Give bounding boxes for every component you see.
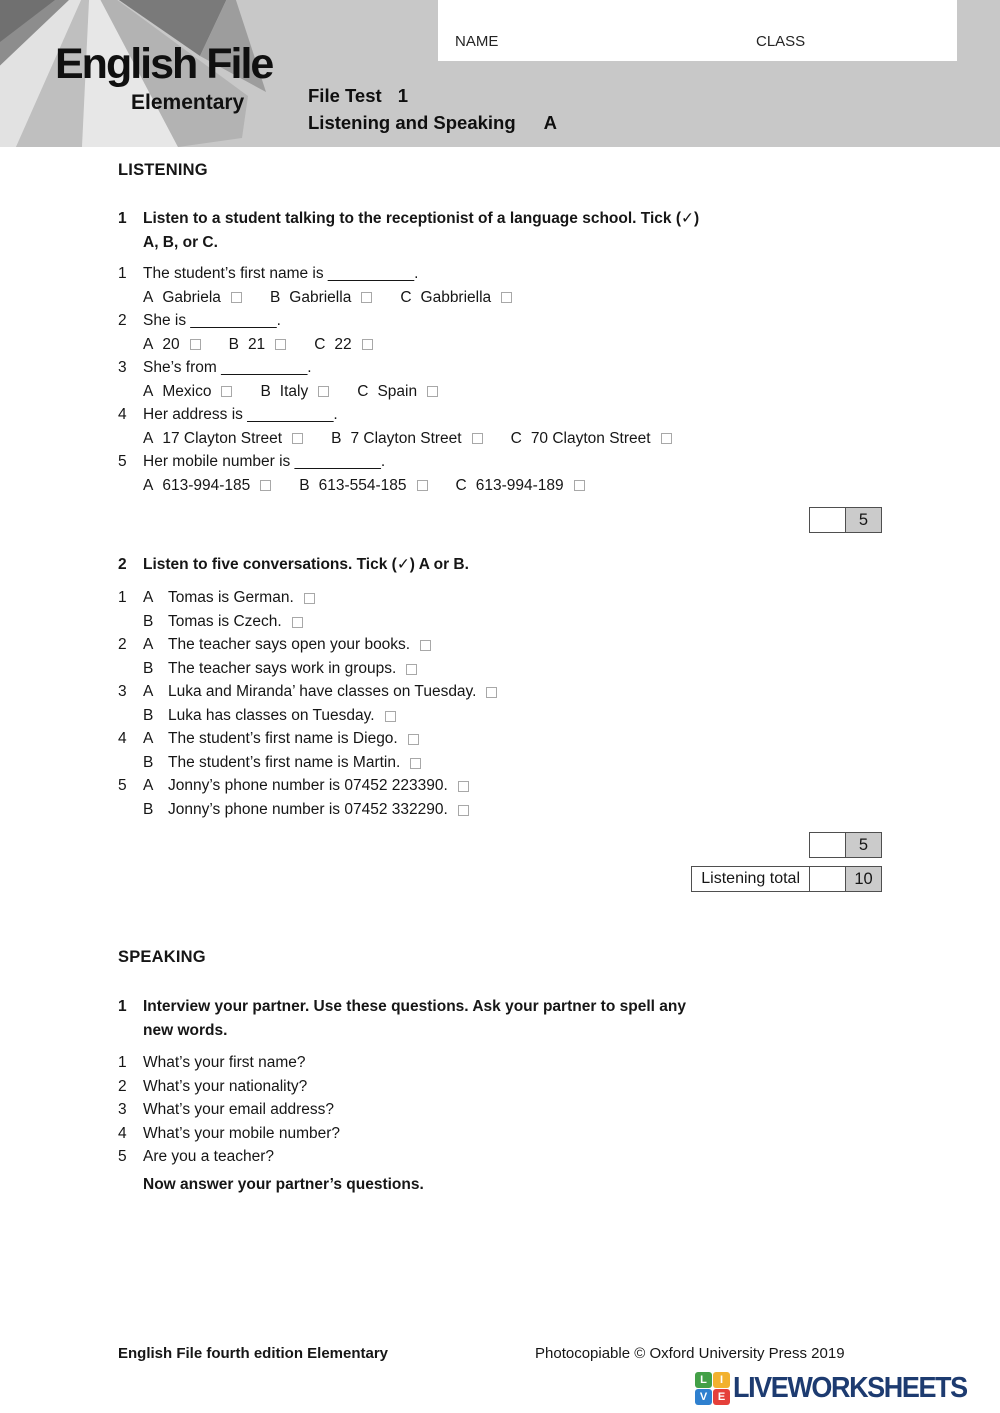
answer-option [270,286,372,310]
name-class-box[interactable] [438,0,957,61]
answer-checkbox[interactable] [318,386,329,397]
item-number: 4 [118,730,127,747]
option-letter: A [143,476,154,494]
tile-V: V [695,1389,712,1405]
question-text: Are you a teacher? [143,1148,274,1165]
option-letter: B [143,659,154,677]
answer-checkbox[interactable] [406,664,417,675]
option-letter: A [143,589,154,606]
answer-option [299,474,427,498]
answer-checkbox[interactable] [385,711,396,722]
speaking-question [118,1122,890,1146]
answer-option [143,474,271,498]
exercise-number: 1 [118,210,127,227]
listening-ex1-item [118,309,890,356]
total-input-cell[interactable] [809,866,846,892]
option-letter: A [143,429,154,447]
option-letter: B [260,382,271,400]
instruction-text [143,207,699,255]
exercise-number: 1 [118,998,127,1015]
answer-checkbox[interactable] [661,433,672,444]
option-text: Spain [377,382,418,400]
option-text: Gabbriella [420,288,492,306]
listening-ex1-item [118,450,890,497]
answer-checkbox[interactable] [574,480,585,491]
option-letter: B [228,335,239,353]
tile-L: L [695,1372,712,1388]
answer-checkbox[interactable] [361,292,372,303]
answer-checkbox[interactable] [408,734,419,745]
speaking-question [118,1098,890,1122]
speaking-ex1-instruction [118,995,890,1043]
option-text: Jonny’s phone number is 07452 332290. [168,800,448,818]
item-number: 4 [118,1124,127,1142]
item-number: 1 [118,589,127,606]
option-letter: B [299,476,310,494]
total-max-cell: 10 [845,866,882,892]
item-number: 3 [118,683,127,700]
item-number: 2 [118,312,127,329]
listening-ex2-item [118,774,890,821]
tile-I: I [713,1372,730,1388]
item-number: 5 [118,453,127,470]
listening-ex1-instruction [118,207,890,255]
question-text: What’s your mobile number? [143,1124,340,1142]
test-number: 1 [397,85,408,106]
score-input-cell[interactable] [809,507,846,533]
listening-ex2-item [118,586,890,633]
logo-title: English File [55,40,273,88]
item-number: 1 [118,265,127,282]
option-text: Gabriella [289,288,352,306]
answer-checkbox[interactable] [275,339,286,350]
logo-subtitle: Elementary [131,91,245,114]
answer-checkbox[interactable] [260,480,271,491]
name-label: NAME [455,33,499,50]
option-letter: A [143,730,154,747]
option-letter: A [143,382,154,400]
option-text: 613-994-189 [475,476,564,494]
class-label: CLASS [756,33,806,50]
instruction-line2: new words. [143,1022,228,1039]
question-text: What’s your nationality? [143,1077,308,1095]
option-text: Luka has classes on Tuesday. [168,706,375,724]
option-letter: B [143,800,154,818]
instruction-line2: A, B, or C. [143,234,218,251]
answer-option [331,427,483,451]
answer-checkbox[interactable] [362,339,373,350]
option-letter: B [269,288,281,306]
option-text: 21 [247,335,266,353]
answer-checkbox[interactable] [221,386,232,397]
answer-option [314,333,372,357]
listening-total-row [118,866,882,892]
answer-checkbox[interactable] [417,480,428,491]
score-box-ex2 [118,832,882,858]
option-text: 613-994-185 [162,476,251,494]
liveworksheets-logo [695,1372,984,1405]
test-title-line1: File Test [308,85,382,106]
listening-ex1-items [118,262,890,497]
option-text: Tomas is German. [168,589,294,606]
answer-option [143,333,201,357]
option-letter: A [143,288,154,306]
option-text: 22 [334,335,352,353]
answer-checkbox[interactable] [292,433,303,444]
answer-option [260,380,329,404]
test-title [308,82,557,136]
option-letter: B [143,612,154,630]
option-letter: C [455,476,467,494]
answer-option [143,286,242,310]
item-number: 1 [118,1054,127,1071]
exercise-number: 2 [118,556,127,573]
item-number: 5 [118,777,127,794]
answer-checkbox[interactable] [472,433,483,444]
speaking-closing-line: Now answer your partner’s questions. [143,1176,424,1193]
answer-checkbox[interactable] [304,593,315,604]
option-text: 20 [162,335,180,353]
answer-checkbox[interactable] [190,339,201,350]
answer-checkbox[interactable] [410,758,421,769]
speaking-questions [118,1051,890,1169]
question-text: What’s your email address? [143,1101,334,1118]
item-number: 3 [118,1101,127,1118]
item-number: 5 [118,1148,127,1165]
answer-option [511,427,672,451]
listening-section-title: LISTENING [118,161,208,179]
speaking-question [118,1051,890,1075]
option-letter: B [143,706,154,724]
option-text: 613-554-185 [318,476,407,494]
listening-ex1-item [118,262,890,309]
option-letter: C [314,335,326,353]
listening-ex2-instruction [118,553,890,577]
option-text: Luka and Miranda’ have classes on Tuesday. [168,683,477,700]
answer-checkbox[interactable] [427,386,438,397]
instruction-line1: Listen to a student talking to the receptionist of a language school. Tick (✓) [143,210,700,227]
answer-option [143,380,232,404]
option-letter: A [143,683,154,700]
option-text: The teacher says open your books. [168,636,411,653]
option-text: Italy [279,382,309,400]
listening-total-label: Listening total [691,866,810,892]
answer-option [229,333,287,357]
listening-ex2-items [118,586,890,821]
item-number: 4 [118,406,127,423]
footer-edition-text: English File fourth edition Elementary [118,1345,389,1362]
option-text: Jonny’s phone number is 07452 223390. [168,777,448,794]
test-variant: A [543,112,558,133]
speaking-section-title: SPEAKING [118,948,206,966]
item-prompt: She’s from __________. [143,359,312,376]
answer-checkbox[interactable] [231,292,242,303]
liveworksheets-tiles-icon [695,1372,730,1405]
option-letter: A [143,335,154,353]
item-prompt: She is __________. [143,312,281,329]
listening-ex1-item [118,403,890,450]
listening-ex2-item [118,727,890,774]
answer-checkbox[interactable] [486,687,497,698]
option-text: 17 Clayton Street [162,429,283,447]
option-text: 70 Clayton Street [530,429,651,447]
answer-checkbox[interactable] [458,805,469,816]
score-max-cell: 5 [845,832,882,858]
english-file-logo [0,0,308,147]
option-letter: A [143,636,154,653]
answer-checkbox[interactable] [420,640,431,651]
item-number: 2 [118,636,127,653]
answer-checkbox[interactable] [501,292,512,303]
item-number: 3 [118,359,127,376]
instruction-text [143,995,686,1043]
answer-checkbox[interactable] [292,617,303,628]
test-title-line2: Listening and Speaking [308,112,516,133]
item-prompt: Her mobile number is __________. [143,453,386,470]
listening-ex2-item [118,633,890,680]
option-letter: B [143,753,154,771]
option-text: 7 Clayton Street [350,429,462,447]
tile-E: E [713,1389,730,1405]
question-text: What’s your first name? [143,1054,306,1071]
listening-ex2-item [118,680,890,727]
option-text: The student’s first name is Martin. [168,753,401,771]
option-letter: A [143,777,154,794]
instruction-text: Listen to five conversations. Tick (✓) A or B. [143,556,469,573]
listening-ex1-item [118,356,890,403]
item-prompt: Her address is __________. [143,406,338,423]
footer-copyright-text: Photocopiable © Oxford University Press 2019 [535,1345,845,1362]
option-text: The student’s first name is Diego. [168,730,398,747]
answer-option [143,427,303,451]
score-max-cell: 5 [845,507,882,533]
score-input-cell[interactable] [809,832,846,858]
answer-option [357,380,438,404]
option-text: Mexico [162,382,212,400]
answer-option [456,474,585,498]
item-number: 2 [118,1077,127,1095]
option-text: Tomas is Czech. [168,612,282,630]
option-letter: C [357,382,369,400]
answer-option [400,286,512,310]
option-letter: C [510,429,522,447]
instruction-line1: Interview your partner. Use these questions. Ask your partner to spell any [143,998,686,1015]
header-band [0,0,1000,147]
option-letter: C [400,288,412,306]
option-text: Gabriela [162,288,221,306]
speaking-question [118,1145,890,1169]
score-box-ex1 [118,507,882,533]
item-prompt: The student’s first name is __________. [143,265,419,282]
liveworksheets-wordmark: LIVEWORKSHEETS [733,1372,967,1404]
answer-checkbox[interactable] [458,781,469,792]
option-letter: B [331,429,342,447]
option-text: The teacher says work in groups. [168,659,397,677]
speaking-question [118,1075,890,1099]
